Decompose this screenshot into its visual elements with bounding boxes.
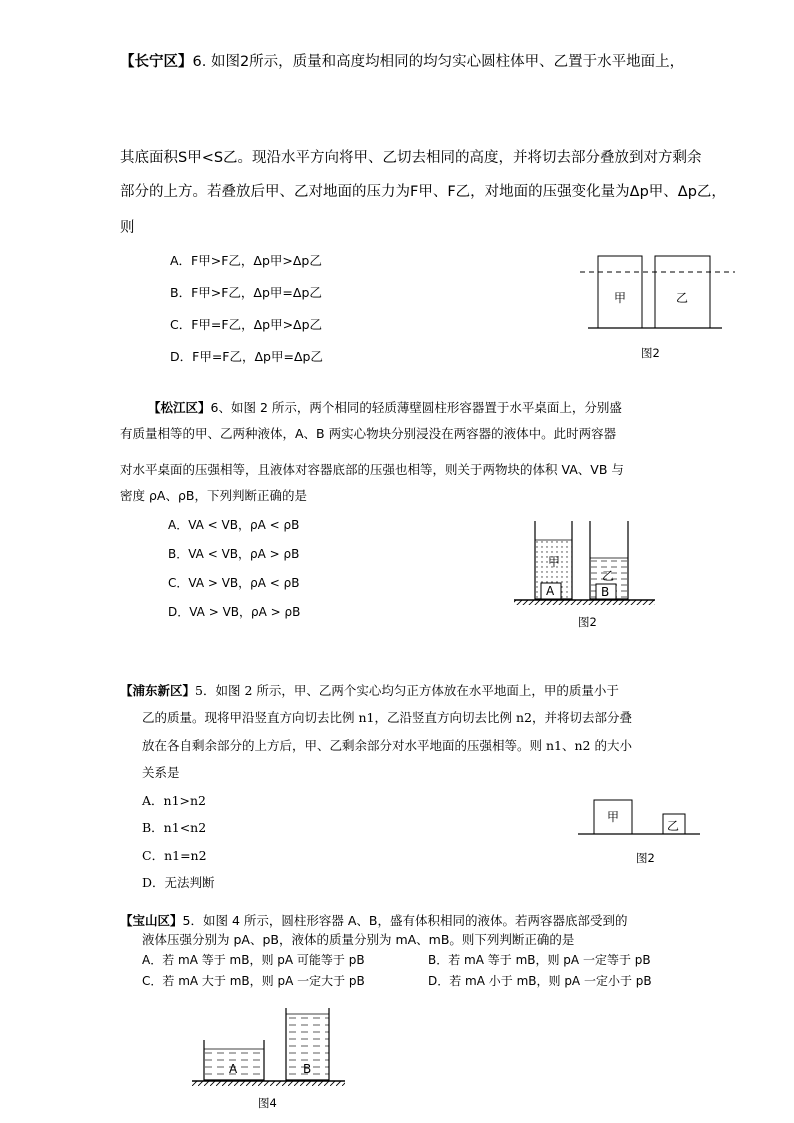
q3-option-c: C．n1=n2: [142, 848, 207, 863]
q2-option-a: A．VA < VB，ρA < ρB: [168, 518, 300, 532]
q4-label-a: A: [229, 1062, 238, 1076]
q2-label-block-a: A: [546, 584, 555, 598]
q2-line-2: 有质量相等的甲、乙两种液体，A、B 两实心物块分别浸没在两容器的液体中。此时两容器: [120, 426, 617, 441]
q2-line-1: 【松江区】6、如图 2 所示，两个相同的轻质薄壁圆柱形容器置于水平桌面上，分别盛: [148, 400, 622, 415]
q2-option-b: B．VA < VB，ρA > ρB: [168, 547, 300, 561]
q3-option-d: D．无法判断: [142, 875, 215, 890]
q1-label-left: 甲: [614, 291, 627, 305]
q1-option-a: A．F甲>F乙，Δp甲>Δp乙: [170, 253, 322, 268]
q1-line-3: 部分的上方。若叠放后甲、乙对地面的压力为F甲、F乙，对地面的压强变化量为Δp甲、Δp乙，: [120, 184, 726, 200]
q1-caption: 图2: [641, 346, 660, 360]
q2-caption: 图2: [578, 615, 597, 629]
q1-option-b: B．F甲>F乙，Δp甲=Δp乙: [170, 285, 322, 300]
q1-line-1: 【长宁区】6. 如图2所示，质量和高度均相同的均匀实心圆柱体甲、乙置于水平地面上，: [120, 54, 685, 70]
q2-label-block-b: B: [601, 585, 610, 599]
q4-label-b: B: [303, 1062, 312, 1076]
q2-label-left: 甲: [548, 555, 561, 569]
q2-district: 【松江区】: [148, 400, 211, 415]
q1-district: 【长宁区】: [120, 54, 193, 70]
q4-caption: 图4: [258, 1096, 277, 1110]
q3-label-left: 甲: [607, 810, 620, 824]
q2-option-d: D．VA > VB，ρA > ρB: [168, 605, 301, 619]
q3-line-4: 关系是: [142, 765, 180, 780]
q3-label-right: 乙: [667, 819, 680, 833]
q3-option-a: A．n1>n2: [142, 793, 207, 808]
q4-option-b: B．若 mA 等于 mB，则 pA 一定等于 pB: [428, 953, 651, 967]
q4-option-a: A．若 mA 等于 mB，则 pA 可能等于 pB: [142, 953, 365, 967]
q1-option-d: D．F甲=F乙，Δp甲=Δp乙: [170, 349, 323, 364]
q1-line-2: 其底面积S甲<S乙。现沿水平方向将甲、乙切去相同的高度，并将切去部分叠放到对方剩余: [120, 150, 702, 166]
q2-line-3: 对水平桌面的压强相等，且液体对容器底部的压强也相等，则关于两物块的体积 VA、VB 与: [120, 462, 624, 477]
q2-label-right: 乙: [602, 569, 615, 583]
q1-option-c: C．F甲=F乙，Δp甲>Δp乙: [170, 317, 323, 332]
q3-caption: 图2: [636, 851, 655, 865]
q3-option-b: B．n1<n2: [142, 820, 207, 835]
q3-line-3: 放在各自剩余部分的上方后，甲、乙剩余部分对水平地面的压强相等。则 n1、n2 的大小: [142, 738, 632, 753]
q3-district: 【浦东新区】: [120, 683, 196, 698]
q2-option-c: C．VA > VB，ρA < ρB: [168, 576, 300, 590]
q4-option-c: C．若 mA 大于 mB，则 pA 一定大于 pB: [142, 974, 365, 988]
q4-district: 【宝山区】: [120, 913, 183, 928]
q1-label-right: 乙: [676, 291, 689, 305]
q4-line-1: 【宝山区】5．如图 4 所示，圆柱形容器 A、B，盛有体积相同的液体。若两容器底部受到的: [120, 913, 628, 928]
q1-line-4: 则: [120, 220, 135, 236]
q4-line-2: 液体压强分别为 pA、pB，液体的质量分别为 mA、mB。则下列判断正确的是: [142, 932, 575, 947]
q3-line-2: 乙的质量。现将甲沿竖直方向切去比例 n1，乙沿竖直方向切去比例 n2，并将切去部分叠: [142, 710, 632, 725]
q2-line-4: 密度 ρA、ρB，下列判断正确的是: [120, 488, 307, 503]
q3-line-1: 【浦东新区】5．如图 2 所示，甲、乙两个实心均匀正方体放在水平地面上，甲的质量小于: [120, 683, 619, 698]
q4-option-d: D．若 mA 小于 mB，则 pA 一定小于 pB: [428, 974, 652, 988]
